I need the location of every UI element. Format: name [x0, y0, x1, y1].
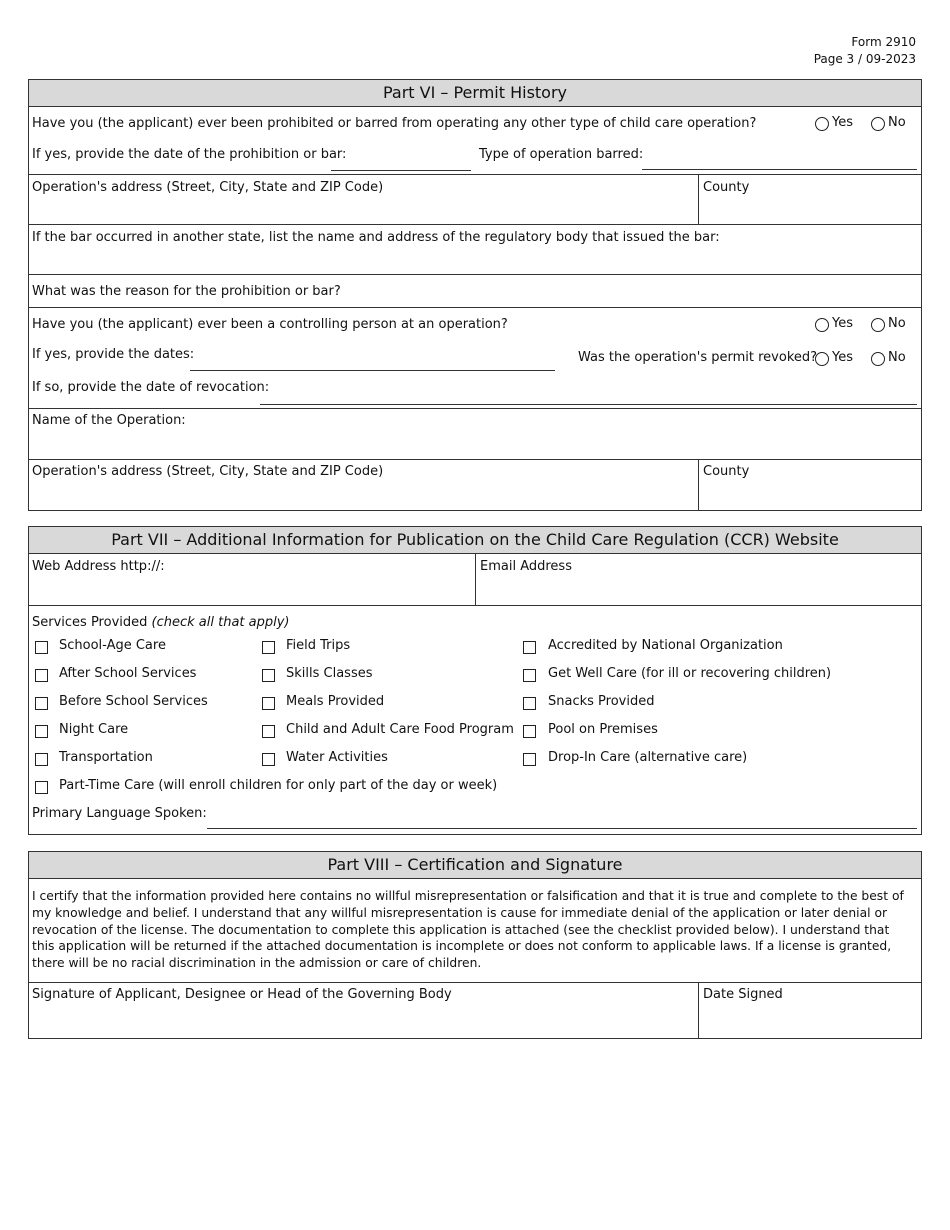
revoked-no-label: No	[888, 350, 906, 365]
field-trips-checkbox[interactable]	[262, 641, 275, 654]
language-input[interactable]	[207, 828, 917, 829]
meals-provided-checkbox[interactable]	[262, 697, 275, 710]
service-label: Meals Provided	[286, 694, 385, 709]
divider	[475, 554, 476, 605]
service-label: School-Age Care	[59, 638, 166, 653]
part-7-section	[28, 526, 922, 835]
controlling-no-radio[interactable]	[871, 318, 885, 332]
night-care-checkbox[interactable]	[35, 725, 48, 738]
form-header	[814, 34, 916, 68]
service-label: Pool on Premises	[548, 722, 658, 737]
transportation-checkbox[interactable]	[35, 753, 48, 766]
divider	[698, 175, 699, 224]
county2-label: County	[703, 464, 750, 479]
reason-label: What was the reason for the prohibition or bar?	[32, 284, 341, 299]
prohibited-yes-radio[interactable]	[815, 117, 829, 131]
controlling-question: Have you (the applicant) ever been a controlling person at an operation?	[32, 317, 508, 332]
prohibited-no-radio[interactable]	[871, 117, 885, 131]
web-address-label: Web Address http://:	[32, 559, 165, 574]
services-row	[29, 606, 921, 835]
service-label: Skills Classes	[286, 666, 373, 681]
operation-name-label: Name of the Operation:	[32, 413, 186, 428]
page-info: Page 3 / 09-2023	[813, 52, 916, 66]
other-state-row[interactable]	[29, 225, 921, 275]
dates-input[interactable]	[190, 370, 555, 371]
service-label: Before School Services	[59, 694, 208, 709]
part-8-title: Part VIII – Certification and Signature	[29, 852, 921, 879]
prohibited-row	[29, 107, 921, 175]
revoked-question: Was the operation's permit revoked?	[578, 350, 818, 365]
revoked-no-radio[interactable]	[871, 352, 885, 366]
service-label: Child and Adult Care Food Program	[286, 722, 514, 737]
prohibition-date-input[interactable]	[331, 170, 471, 171]
certification-text: I certify that the information provided here contains no willful misrepresentation or falsification and that it is true and complete to the best of my knowledge and belief. I understand that any willful misrepresentation is cause for immediate denial of the application or later denial or revocation of the license. The documentation to complete this application is attached (see the checklist provided below). I understand that this application will be returned if the attached documentation is incomplete or does not conform to applicable laws. If a license is granted, there will be no racial discrimination in the admission or care of children.	[32, 889, 904, 971]
prohibited-no-label: No	[888, 115, 906, 130]
type-barred-input[interactable]	[642, 169, 917, 170]
type-barred-label: Type of operation barred:	[479, 147, 644, 162]
cacfp-checkbox[interactable]	[262, 725, 275, 738]
address2-row[interactable]	[29, 460, 921, 511]
part-6-section	[28, 79, 922, 511]
operation-name-row[interactable]	[29, 409, 921, 460]
dates-label: If yes, provide the dates:	[32, 347, 195, 362]
services-label: Services Provided (check all that apply)	[32, 615, 290, 630]
controlling-row	[29, 308, 921, 409]
language-label: Primary Language Spoken:	[32, 806, 207, 821]
service-label: Snacks Provided	[548, 694, 655, 709]
drop-in-care-checkbox[interactable]	[523, 753, 536, 766]
part-time-care-checkbox[interactable]	[35, 781, 48, 794]
school-age-care-checkbox[interactable]	[35, 641, 48, 654]
other-state-label: If the bar occurred in another state, list the name and address of the regulatory body that issued the bar:	[32, 230, 720, 245]
prohibited-yes-label: Yes	[832, 115, 853, 130]
before-school-checkbox[interactable]	[35, 697, 48, 710]
service-label: Transportation	[59, 750, 153, 765]
service-label: Water Activities	[286, 750, 388, 765]
service-label: Field Trips	[286, 638, 351, 653]
form-number: Form 2910	[851, 35, 916, 49]
revoked-yes-radio[interactable]	[815, 352, 829, 366]
part-6-title: Part VI – Permit History	[29, 80, 921, 107]
revoked-yes-label: Yes	[832, 350, 853, 365]
service-label: Get Well Care (for ill or recovering children)	[548, 666, 832, 681]
service-label: After School Services	[59, 666, 197, 681]
divider	[698, 983, 699, 1039]
get-well-care-checkbox[interactable]	[523, 669, 536, 682]
date-signed-label: Date Signed	[703, 987, 783, 1002]
signature-label: Signature of Applicant, Designee or Head of the Governing Body	[32, 987, 452, 1002]
after-school-checkbox[interactable]	[35, 669, 48, 682]
accredited-checkbox[interactable]	[523, 641, 536, 654]
controlling-yes-radio[interactable]	[815, 318, 829, 332]
prohibition-date-label: If yes, provide the date of the prohibition or bar:	[32, 147, 347, 162]
county-label: County	[703, 180, 750, 195]
signature-row	[29, 983, 921, 1039]
pool-checkbox[interactable]	[523, 725, 536, 738]
service-label: Accredited by National Organization	[548, 638, 783, 653]
address2-label: Operation's address (Street, City, State and ZIP Code)	[32, 464, 384, 479]
controlling-yes-label: Yes	[832, 316, 853, 331]
prohibited-question: Have you (the applicant) ever been prohibited or barred from operating any other type of child care operation?	[32, 116, 757, 131]
address-label: Operation's address (Street, City, State and ZIP Code)	[32, 180, 384, 195]
address-row[interactable]	[29, 175, 921, 225]
divider	[698, 460, 699, 511]
reason-row[interactable]	[29, 275, 921, 308]
part-7-title: Part VII – Additional Information for Publication on the Child Care Regulation (CCR) Website	[29, 527, 921, 554]
controlling-no-label: No	[888, 316, 906, 331]
email-label: Email Address	[480, 559, 572, 574]
revocation-date-label: If so, provide the date of revocation:	[32, 380, 270, 395]
revocation-date-input[interactable]	[260, 404, 917, 405]
service-label: Night Care	[59, 722, 129, 737]
part-8-section	[28, 851, 922, 1039]
certification-row	[29, 879, 921, 983]
water-activities-checkbox[interactable]	[262, 753, 275, 766]
service-label: Drop-In Care (alternative care)	[548, 750, 748, 765]
service-label: Part-Time Care (will enroll children for only part of the day or week)	[59, 778, 498, 793]
snacks-provided-checkbox[interactable]	[523, 697, 536, 710]
skills-classes-checkbox[interactable]	[262, 669, 275, 682]
web-email-row	[29, 554, 921, 606]
